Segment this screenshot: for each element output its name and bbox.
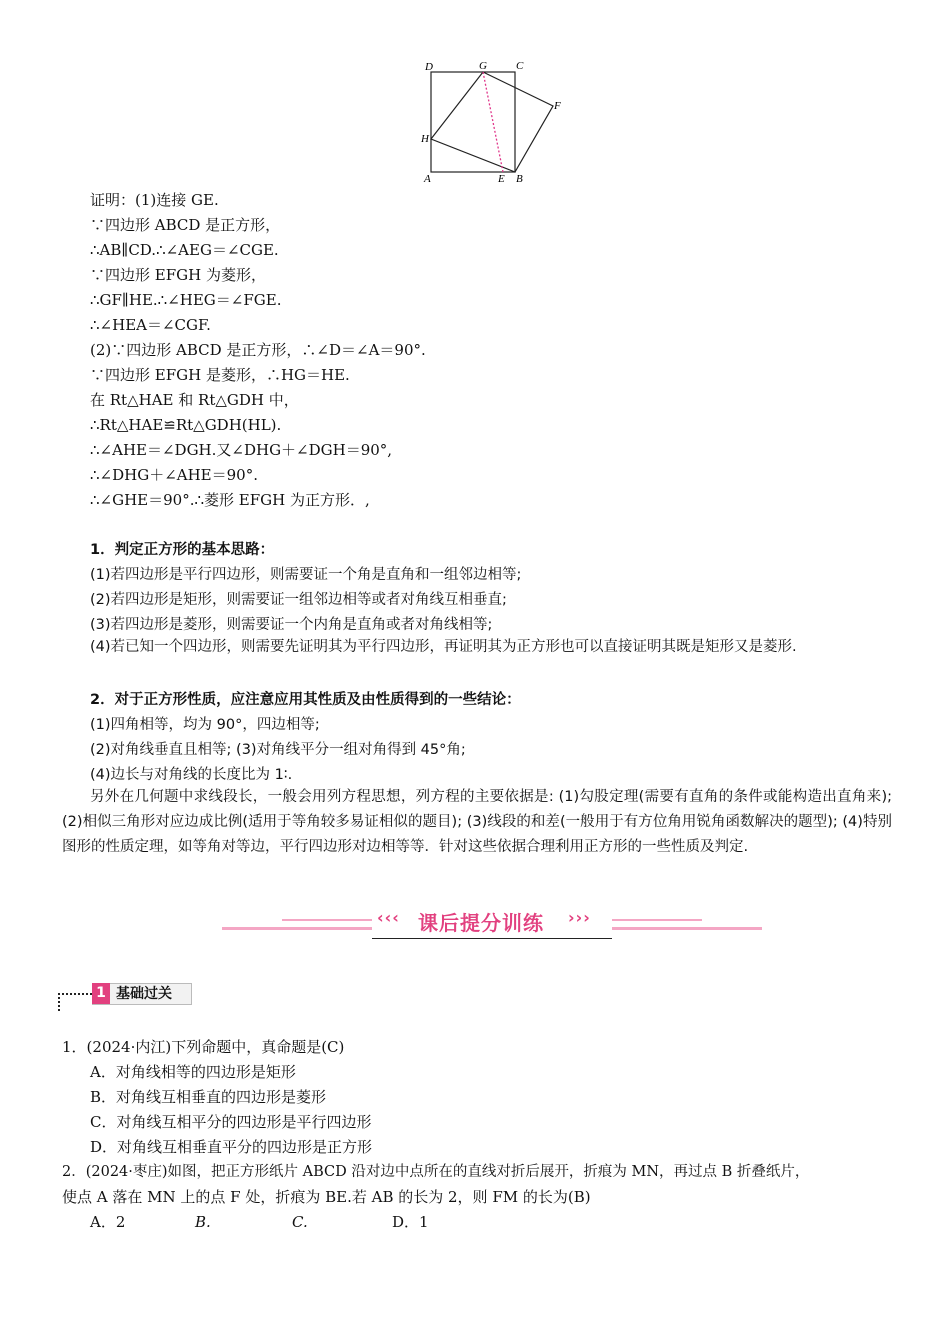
summary-item: (3)若四边形是菱形，则需要证一个内角是直角或者对角线相等;	[90, 617, 493, 633]
question-stem-line-1: 2．(2024·枣庄)如图，把正方形纸片 ABCD 沿对边中点所在的直线对折后展开，折痕为 MN，再过点 B 折叠纸片，	[62, 1164, 810, 1180]
option-c[interactable]: C．对角线互相平分的四边形是平行四边形	[90, 1113, 372, 1131]
label-d: D	[425, 61, 433, 73]
proof-line: ∴∠GHE＝90°.∴菱形 EFGH 为正方形．,	[90, 491, 370, 509]
banner-title: 课后提分训练	[418, 911, 544, 935]
badge-title: 基础过关	[116, 986, 172, 1002]
segment-ge	[483, 72, 503, 172]
question-stem-line-2: 使点 A 落在 MN 上的点 F 处，折痕为 BE.若 AB 的长为 2，则 FM 的长为(B)	[62, 1188, 591, 1206]
label-h: H	[421, 133, 429, 145]
summary-item: (2)对角线垂直且相等; (3)对角线平分一组对角得到 45°角;	[90, 742, 466, 758]
banner-rule-left	[222, 927, 372, 930]
summary-item: (1)若四边形是平行四边形，则需要证一个角是直角和一组邻边相等;	[90, 567, 522, 583]
proof-line: (2)∵四边形 ABCD 是正方形，∴∠D＝∠A＝90°.	[90, 341, 426, 359]
banner-rule-right-top	[612, 919, 702, 921]
summary-item: (1)四角相等，均为 90°，四边相等;	[90, 717, 320, 733]
summary-heading-2: 2．对于正方形性质，应注意应用其性质及由性质得到的一些结论：	[90, 692, 521, 708]
summary-paragraph: 另外在几何题中求线段长，一般会用列方程思想，列方程的主要依据是: (1)勾股定理(需要有直角的条件或能构造出直角来); (2)相似三角形对应边成比例(适用于等角较多易证相似的题目); (3)线段的和差(一般用于有方位角用锐角函数解决的题型); (4)特别图形的性质定理，如等角对等边，平行四边形对边相等等．针对这些依据合理利用正方形的一些性质及判定.	[62, 789, 892, 855]
option-a[interactable]: A．2	[90, 1213, 126, 1231]
label-c: C	[516, 60, 524, 72]
proof-line: ∴∠HEA＝∠CGF.	[90, 316, 211, 334]
summary-item: (4)边长与对角线的长度比为 1∶.	[90, 767, 293, 783]
square-rhombus-figure	[415, 58, 575, 186]
option-b[interactable]: B．对角线互相垂直的四边形是菱形	[90, 1088, 327, 1106]
summary-item-wrapped: (4)若已知一个四边形，则需要先证明其为平行四边形，再证明其为正方形也可以直接证明其既是矩形又是菱形.	[90, 639, 797, 655]
question-stem: 1．(2024·内江)下列命题中，真命题是(C)	[62, 1038, 345, 1056]
option-b[interactable]: B.	[195, 1213, 211, 1231]
option-a[interactable]: A．对角线相等的四边形是矩形	[90, 1063, 296, 1081]
label-g: G	[479, 60, 487, 72]
option-d[interactable]: D．1	[392, 1213, 429, 1231]
banner-arrows-left: ‹‹‹	[377, 908, 400, 927]
proof-line: ∵四边形 EFGH 为菱形，	[90, 266, 266, 284]
proof-line: ∴AB∥CD.∴∠AEG＝∠CGE.	[90, 241, 279, 259]
section-badge	[58, 983, 198, 1013]
banner-underline	[372, 938, 612, 939]
banner-arrows-right: ›››	[568, 908, 591, 927]
badge-number: 1	[92, 983, 110, 1004]
proof-line: ∵四边形 ABCD 是正方形，	[90, 216, 281, 234]
label-a: A	[424, 173, 431, 185]
badge-dotted-side	[58, 993, 60, 1011]
proof-line: ∴∠AHE＝∠DGH.又∠DHG＋∠DGH＝90°,	[90, 441, 393, 459]
label-f: F	[554, 100, 561, 112]
proof-line: ∵四边形 EFGH 是菱形，∴HG＝HE.	[90, 366, 350, 384]
proof-line: ∴Rt△HAE≌Rt△GDH(HL).	[90, 416, 282, 434]
proof-line: ∴∠DHG＋∠AHE＝90°.	[90, 466, 258, 484]
summary-heading-1: 1．判定正方形的基本思路：	[90, 542, 275, 558]
banner-rule-left-top	[282, 919, 372, 921]
summary-item: (2)若四边形是矩形，则需要证一组邻边相等或者对角线互相垂直;	[90, 592, 507, 608]
option-d[interactable]: D．对角线互相垂直平分的四边形是正方形	[90, 1138, 373, 1156]
proof-line: 在 Rt△HAE 和 Rt△GDH 中，	[90, 391, 299, 409]
label-b: B	[516, 173, 523, 185]
badge-dotted-rule	[58, 993, 92, 995]
banner-rule-right	[612, 927, 762, 930]
section-banner	[222, 905, 762, 945]
label-e: E	[498, 173, 505, 185]
option-c[interactable]: C.	[292, 1213, 308, 1231]
proof-line: 证明：(1)连接 GE.	[90, 191, 219, 209]
rhombus-efgh	[431, 72, 553, 172]
proof-line: ∴GF∥HE.∴∠HEG＝∠FGE.	[90, 291, 282, 309]
